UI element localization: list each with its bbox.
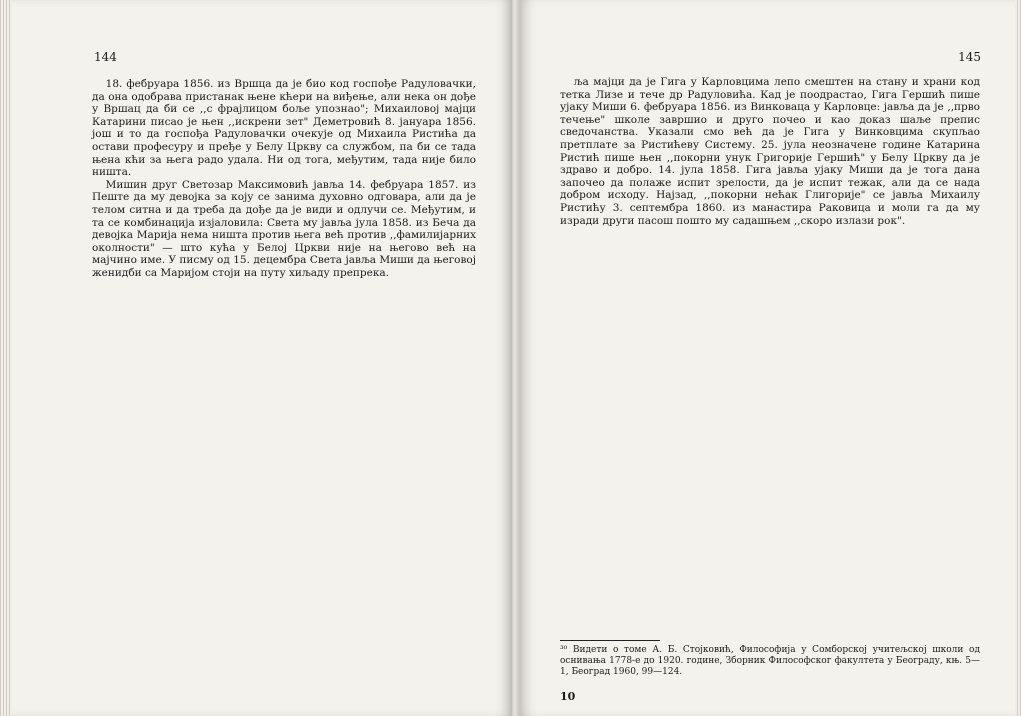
left-page-text <box>92 78 476 280</box>
right-page-text <box>560 76 980 227</box>
paragraph: ља мајци да је Гига у Карловцима лепо смештен на стану и храни код тетка Лизе и тече др Радуловића. Кад је поодрастао, Гига Гершић пише ујаку Миши 6. фебруара 1856. из Винковаца у Карловце: јавља да је ,,прво течење" школе завршио и друго почео и као доказ шаље препис сведочанства. Указали смо већ да је Гига у Винковцима скупљао претплате за Ристићеву Систему. 25. јула неозначене године Катарина Ристић пише њен ,,покорни унук Григорије Гершић" у Белу Цркву да је здраво и добро. 14. јула 1858. Гига јавља ујаку Миши да је тога дана започео да полаже испит зрелости, да је испит тежак, али да се нада добром исходу. Најзад, ,,покорни нећак Глигорије" се јавља Михаилу Ристићу 3. септембра 1860. из манастира Раковица и моли га да му изради други пасош пошто му садашњем ,,скоро излази рок". <box>560 76 980 227</box>
page-number-left: 144 <box>94 50 117 64</box>
footnote-rule <box>560 640 660 641</box>
page-edges-right <box>1015 0 1021 716</box>
footnote: ³⁰ Видети о томе А. Б. Стојковић, Философија у Сомборској учитељској школи од оснивања 1778-е до 1920. године, Зборник Философског факултета у Београду, књ. 5—1, Београд 1960, 99—124. <box>560 645 980 677</box>
right-page <box>520 0 1021 716</box>
paragraph: Мишин друг Светозар Максимовић јавља 14. фебруара 1857. из Пеште да му девојка за коју се занима духовно одговара, али да је телом ситна и да треба да дође да је види и одлучи се. Међутим, и та се комбинација изјаловила: Света му јавља јула 1858. из Беча да девојка Марија нема ништа против њега већ против ,,фамилијарних околности" — што кућа у Белој Цркви није на његово већ на мајчино име. У писму од 15. децембра Света јавља Миши да његовој женидби са Маријом стоји на путу хиљаду препрека. <box>92 178 476 279</box>
signature-mark: 10 <box>560 690 576 703</box>
page-number-right: 145 <box>958 50 981 64</box>
paragraph: 18. фебруара 1856. из Вршца да је био код госпође Радуловачки, да она одобрава пристанак њене кћери на виђење, али нека он дође у Вршац да би се ,,с фрајлицом боље упознао"; Михаиловој мајци Катарини писао је њен ,,искрени зет" Деметровић 8. јануара 1856. још и то да госпођа Радуловачки очекује од Михаила Ристића да остави професуру и пређе у Белу Цркву са службом, па би се тада њена кћи за њега радо удала. Ни од тога, међутим, тада није било ништа. <box>92 78 476 179</box>
page-edges-left <box>0 0 12 716</box>
